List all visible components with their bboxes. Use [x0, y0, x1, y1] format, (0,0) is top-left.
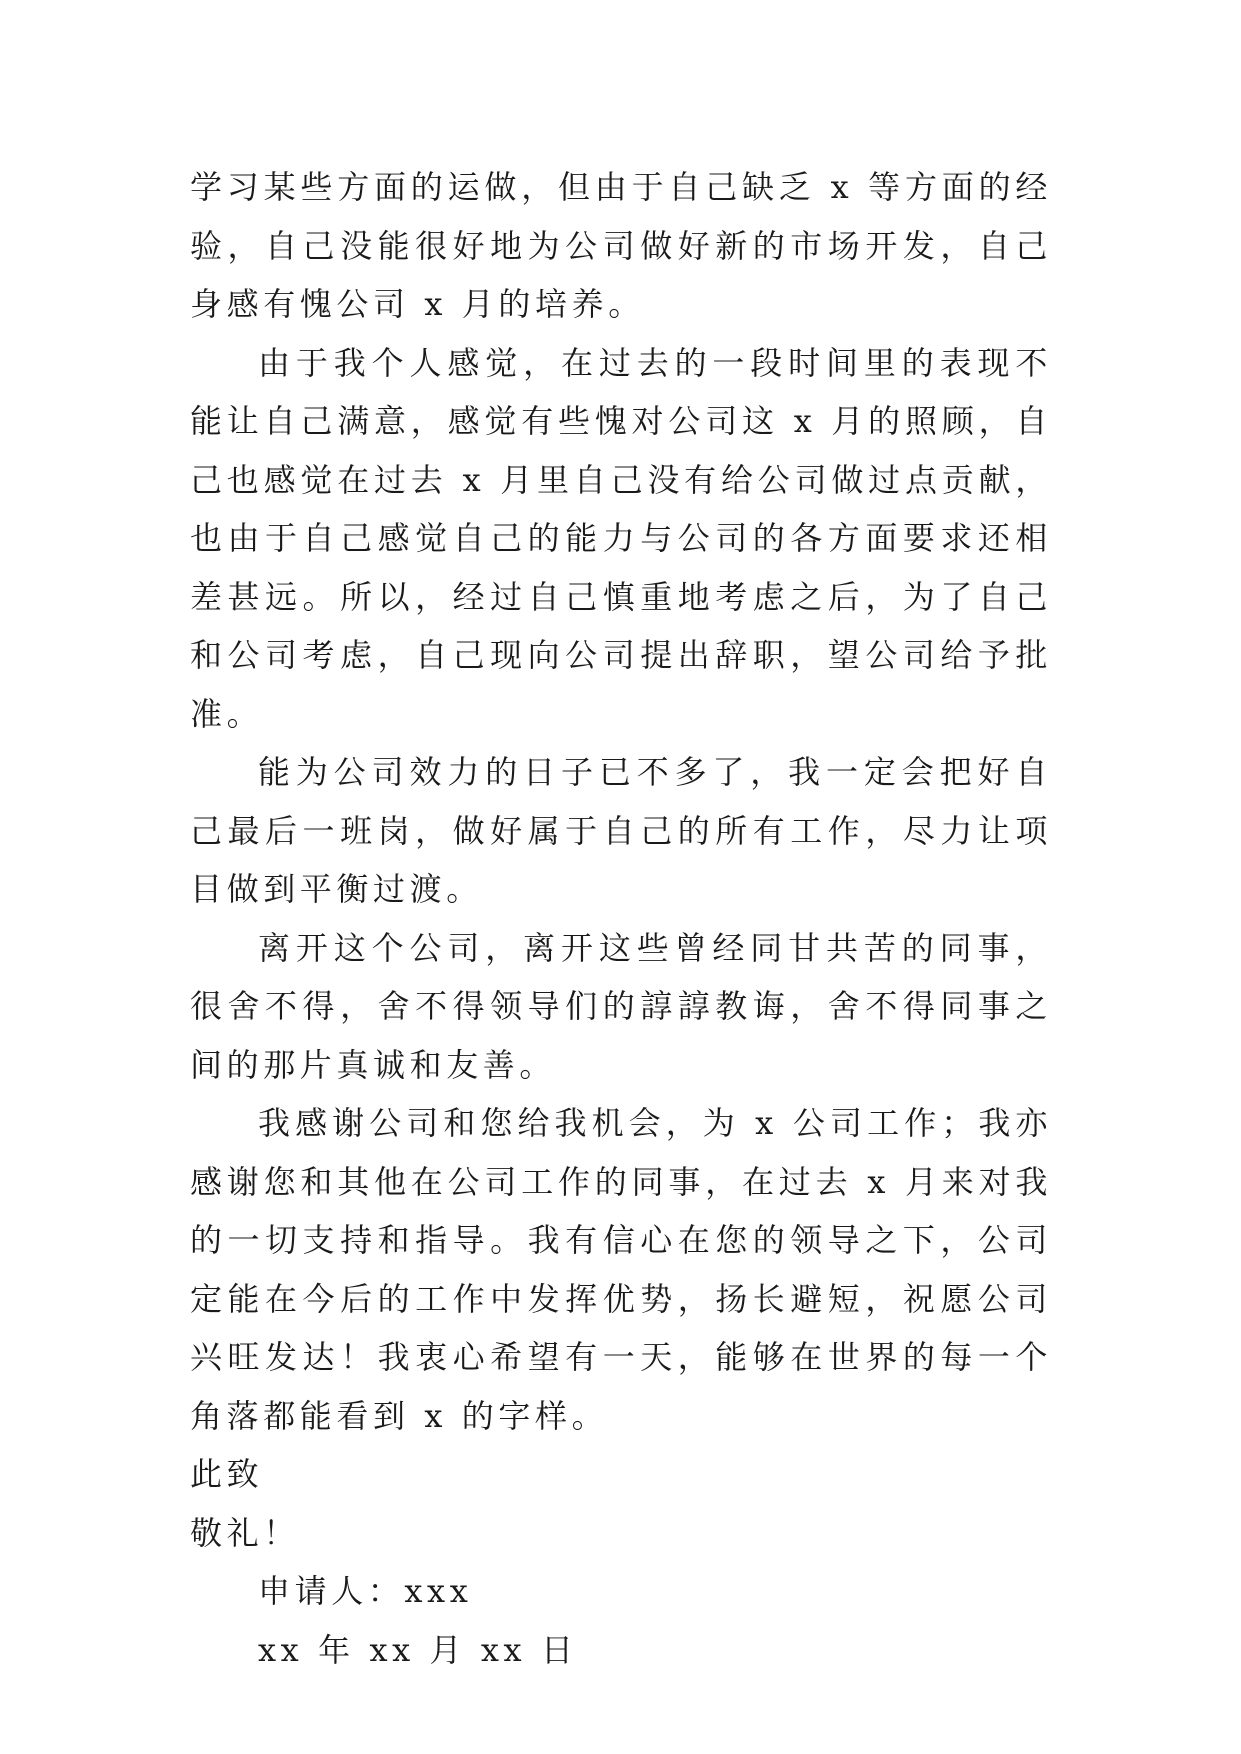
signature-date: xx 年 xx 月 xx 日	[258, 1630, 578, 1669]
paragraph-5: 我感谢公司和您给我机会，为 x 公司工作；我亦感谢您和其他在公司工作的同事，在过去 x 月来对我的一切支持和指导。我有信心在您的领导之下，公司定能在今后的工作中发挥优势，扬长避短，祝愿公司兴旺发达！我衷心希望有一天，能够在世界的每一个角落都能看到 x 的字样。	[190, 1104, 1052, 1435]
applicant-signature: 申请人：xxx	[258, 1572, 473, 1610]
paragraph-2: 由于我个人感觉，在过去的一段时间里的表现不能让自己满意，感觉有些愧对公司这 x 月的照顾，自己也感觉在过去 x 月里自己没有给公司做过点贡献，也由于自己感觉自己的能力与公司的各方面要求还相差甚远。所以，经过自己慎重地考虑之后，为了自己和公司考虑，自己现向公司提出辞职，望公司给予批准。	[190, 343, 1052, 733]
closing-salutation: 此致	[190, 1455, 264, 1493]
closing-regards: 敬礼！	[190, 1513, 300, 1552]
letter-body	[190, 158, 1052, 1679]
paragraph-4: 离开这个公司，离开这些曾经同甘共苦的同事，很舍不得，舍不得领导们的諄諄教诲，舍不得同事之间的那片真诚和友善。	[190, 928, 1052, 1084]
paragraph-3: 能为公司效力的日子已不多了，我一定会把好自己最后一班岗，做好属于自己的所有工作，尽力让项目做到平衡过渡。	[190, 753, 1052, 908]
paragraph-1: 学习某些方面的运做，但由于自己缺乏 x 等方面的经验，自己没能很好地为公司做好新的市场开发，自己身感有愧公司 x 月的培养。	[190, 168, 1052, 323]
